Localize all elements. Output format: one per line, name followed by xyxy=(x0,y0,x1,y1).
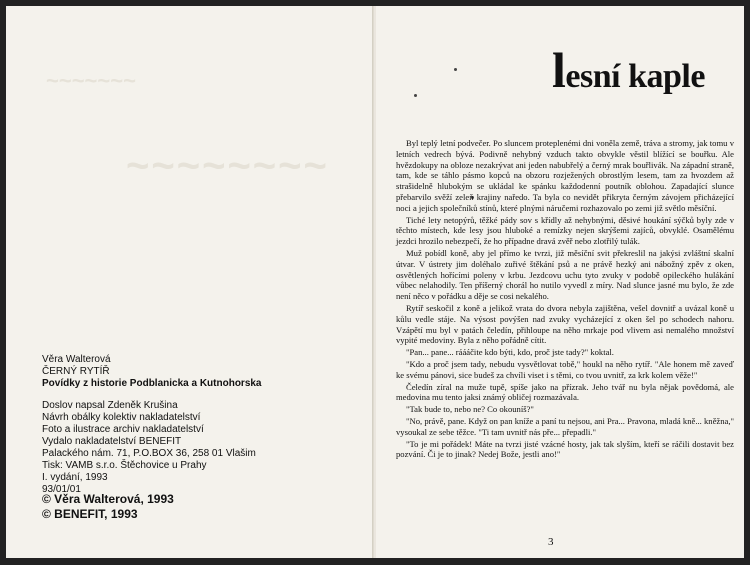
book-title: ČERNÝ RYTÍŘ xyxy=(42,366,110,377)
paragraph: Tiché lety netopýrů, těžké pády sov s křídly až nehybnými, děsivé houkání sýčků byly zde v těchto místech, kde lesy jsou hluboké a remízky nejen skrýšemi zajíců, obvyklé. Osamělému jezdci hrozilo nebezpečí, že ho případne dravá zvěř nebo zlotřilý tulák. xyxy=(396,214,734,247)
credit-line: Foto a ilustrace archiv nakladatelství xyxy=(42,424,204,435)
paragraph: "No, právě, pane. Když on pan kníže a paní tu nejsou, ani Pra... Pravona, mladá kně... kněžna," vysoukal ze sebe těžce. "Ti tam uvnitř nás pře... přepadli." xyxy=(396,415,734,437)
paragraph: "Kdo a proč jsem tady, nebudu vysvětlovat tobě," houkl na něho rytíř. "Ale honem mě zaveď ke svému pánovi, sice budeš za chvíli viset i s těmi, co tvou uvnitř, za krk kolem věže!" xyxy=(396,358,734,380)
chapter-title xyxy=(552,42,705,98)
chapter-initial: l xyxy=(552,42,566,98)
credit-line: Doslov napsal Zdeněk Krušina xyxy=(42,400,178,411)
paragraph: Rytíř seskočil z koně a jelikož vrata do dvora nebyla zajištěna, vešel dovnitř a uvázal koně u kůlu vedle stáje. Na výsost povýšen nad zvuky vycházející z oken šel po schodech nahoru. Vzápětí mu byl v patách čeledín, přihloupe na něho mrkaje pod vlivem asi nemalého množství vypité medoviny. Byla z něho pořádně cítit. xyxy=(396,302,734,346)
credit-line: I. vydání, 1993 xyxy=(42,472,108,483)
left-page xyxy=(6,6,375,558)
credit-line: Palackého nám. 71, P.O.BOX 36, 258 01 Vlašim xyxy=(42,448,256,459)
credit-line: Vydalo nakladatelství BENEFIT xyxy=(42,436,182,447)
page-number: 3 xyxy=(548,536,554,548)
print-speck xyxy=(454,68,457,71)
copyright-block xyxy=(42,492,174,522)
author-name: Věra Walterová xyxy=(42,354,111,365)
right-page xyxy=(376,6,744,558)
paragraph: "Pan... pane... ráááčite kdo býti, kdo, proč jste tady?" koktal. xyxy=(406,347,614,358)
paragraph: Čeledín zíral na muže tupě, spíše jako na přízrak. Jeho tvář nu byla nějak povědomá, ale medovina mu tento jaksi známý obličej rozmazávala. xyxy=(396,381,734,403)
bleed-through-text: ~~~~~~~~ xyxy=(126,144,329,188)
print-speck xyxy=(414,94,417,97)
credit-line: Návrh obálky kolektiv nakladatelství xyxy=(42,412,201,423)
paragraph: "To je mi pořádek! Máte na tvrzi jisté vzácné hosty, jak tak slyším, kteří se ráčili dostavit bez pozvání. Či je to jinak? Nedej Bože, jestli ano!" xyxy=(396,438,734,460)
copyright-line: © Věra Walterová, 1993 xyxy=(42,492,174,506)
copyright-line: © BENEFIT, 1993 xyxy=(42,507,138,521)
paragraph: Byl teplý letní podvečer. Po sluncem proteplenémi dni voněla země, tráva a stromy, jak tomu v letních vedrech bývá. Podivně nehybný vzduch takto obvykle věstil blížící se bouřku. Ale hvězdokupy na obloze nezakrývat ani jeden nabubřelý a černý mrak bouřlivák. Na západní straně, tam, kde se táhlo pásmo kopců na obzoru rozježených obrostlým lesem, tam za hvozdem až strašidelně hlubokým se ukládal ke spánku každodenní poutník oblohou. Zapadající slunce přebarvilo svěží zeleň krajiny naředo. Ta byla co nevidět přikryta černým závojem přicházející noci a jejich společníků stínů, které plnými náručemi rozhazovalo po zemi již světlo měsíční. xyxy=(396,138,734,213)
credit-line: Tisk: VAMB s.r.o. Štěchovice u Prahy xyxy=(42,460,207,471)
bleed-through-text: ~~~~~~~ xyxy=(46,68,136,93)
chapter-body xyxy=(396,138,734,461)
credit-line: 93/01/01 xyxy=(42,484,81,495)
paragraph: "Tak bude to, nebo ne? Co okouníš?" xyxy=(406,404,534,415)
chapter-title-rest: esní kaple xyxy=(565,58,705,95)
paragraph: Muž pobídl koně, aby jel přímo ke tvrzi, již měsíční svit překreslil na jakýsi zvláštní skalní útvar. V ústrety jim doléhalo zuřivé štěkání psů a ne právě hezký ani nábožný zpěv z oken, osvětlených hořícími poleny v krbu. Jezdcovu uchu tyto zvuky v podobě opileckého hulákání vůbec nelahodily. Ten příšerný chorál ho nutilo vyvedl z míry. Nad slunce jasné mu bylo, že zde není něco v pořádku a děje se cosi nekalého. xyxy=(396,247,734,302)
book-subtitle: Povídky z historie Podblanicka a Kutnohorska xyxy=(42,378,262,389)
imprint-block xyxy=(42,354,372,496)
